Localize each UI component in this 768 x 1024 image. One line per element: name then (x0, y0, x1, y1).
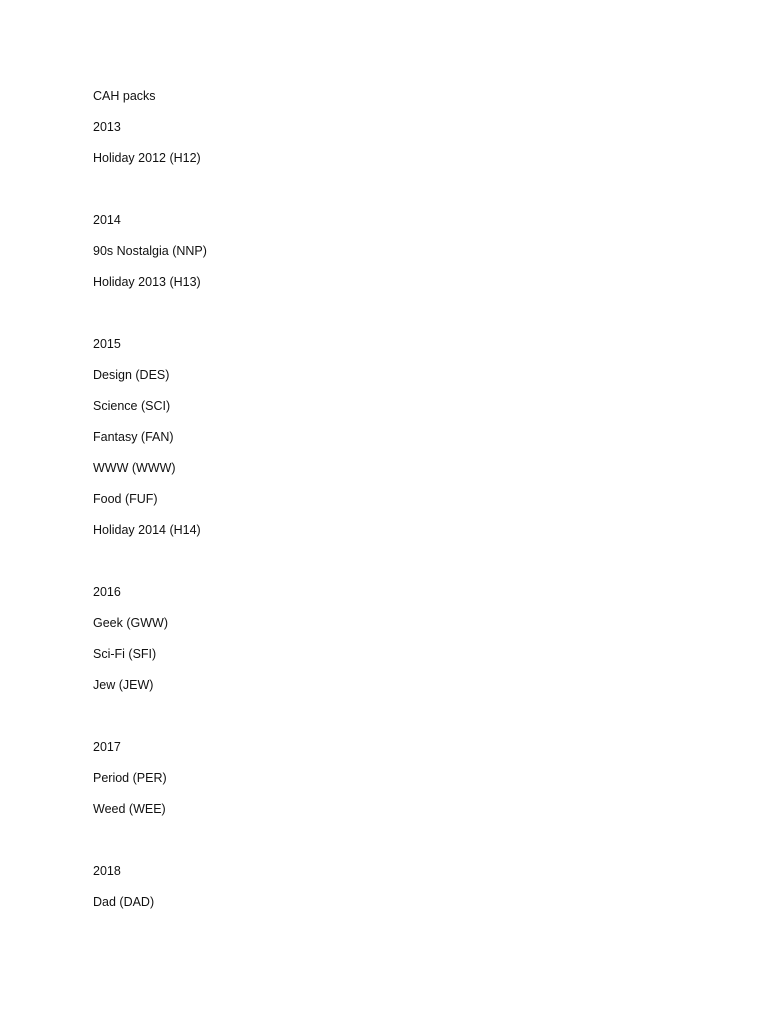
blank-line (93, 179, 693, 210)
section-2017 (93, 737, 693, 830)
blank-line (93, 303, 693, 334)
year-heading: 2017 (93, 740, 121, 754)
list-item: Dad (DAD) (93, 895, 155, 909)
section-2016 (93, 582, 693, 706)
blank-line (93, 706, 693, 737)
list-item: Sci-Fi (SFI) (93, 647, 157, 661)
list-item: WWW (WWW) (93, 461, 176, 475)
document-title: CAH packs (93, 89, 156, 103)
year-heading: 2014 (93, 213, 121, 227)
section-2013 (93, 117, 693, 179)
list-item: 90s Nostalgia (NNP) (93, 244, 207, 258)
document-body (93, 86, 693, 923)
year-heading: 2015 (93, 337, 121, 351)
section-2015 (93, 334, 693, 551)
list-item: Jew (JEW) (93, 678, 154, 692)
list-item: Period (PER) (93, 771, 167, 785)
year-heading: 2018 (93, 864, 121, 878)
section-2014 (93, 210, 693, 303)
blank-line (93, 830, 693, 861)
list-item: Geek (GWW) (93, 616, 168, 630)
list-item: Weed (WEE) (93, 802, 166, 816)
year-heading: 2016 (93, 585, 121, 599)
list-item: Food (FUF) (93, 492, 158, 506)
list-item: Holiday 2012 (H12) (93, 151, 201, 165)
list-item: Holiday 2013 (H13) (93, 275, 201, 289)
section-2018 (93, 861, 693, 923)
blank-line (93, 551, 693, 582)
year-heading: 2013 (93, 120, 121, 134)
list-item: Fantasy (FAN) (93, 430, 174, 444)
list-item: Holiday 2014 (H14) (93, 523, 201, 537)
list-item: Science (SCI) (93, 399, 171, 413)
list-item: Design (DES) (93, 368, 170, 382)
